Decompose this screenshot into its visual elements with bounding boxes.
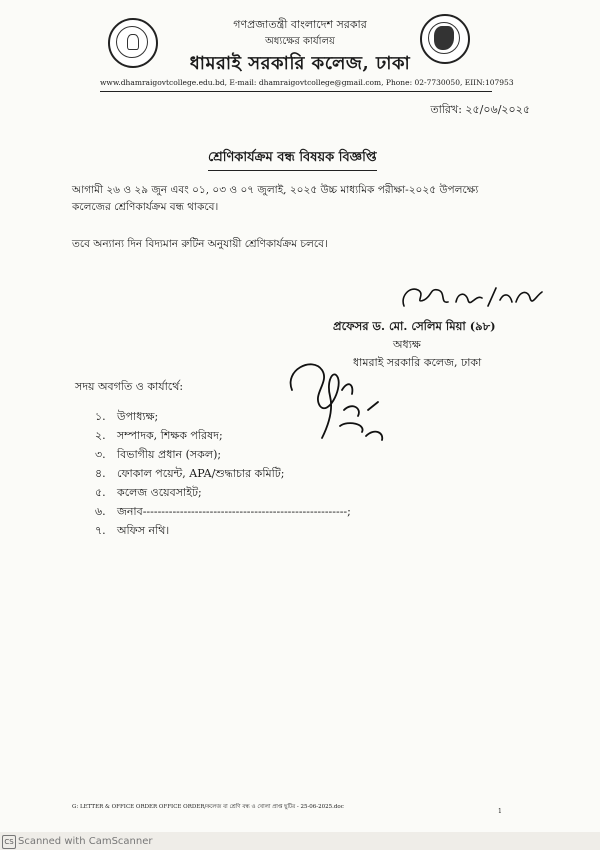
distribution-item: ৫. কলেজ ওয়েবসাইট; xyxy=(95,486,202,499)
header-divider xyxy=(100,91,492,92)
footer-file-path: G: LETTER & OFFICE ORDER OFFICE ORDER/কলেজ বা শ্রেণি বন্ধ ও খোলা প্রাপ্ত ছুটির - 25-06-2025.doc xyxy=(72,804,344,810)
notice-title: শ্রেণিকার্যক্রম বন্ধ বিষয়ক বিজ্ঞপ্তি xyxy=(208,148,377,171)
distribution-item: ৩. বিভাগীয় প্রধান (সকল); xyxy=(95,448,222,461)
distribution-item: ৬. জনাব-------------------------------------------------------; xyxy=(95,505,351,518)
handwritten-signature-top xyxy=(396,278,556,318)
distribution-item: ২. সম্পাদক, শিক্ষক পরিষদ; xyxy=(95,429,223,442)
signatory-institution: ধামরাই সরকারি কলেজ, ঢাকা xyxy=(353,356,482,369)
distribution-item: ৭. অফিস নথি। xyxy=(95,524,170,537)
signatory-name: প্রফেসর ড. মো. সেলিম মিয়া (৯৮) xyxy=(333,319,496,333)
distribution-item: ১. উপাধ্যক্ষ; xyxy=(95,410,159,423)
notice-body-line-2: কলেজের শ্রেণিকার্যক্রম বন্ধ থাকবে। xyxy=(72,201,219,213)
header-office: অধ্যক্ষের কার্যালয় xyxy=(265,36,335,47)
notice-date: তারিখ: ২৫/০৬/২০২৫ xyxy=(430,103,530,116)
notice-body-line-1: আগামী ২৬ ও ২৯ জুন এবং ০১, ০৩ ও ০৭ জুলাই, ২০২৫ উচ্চ মাধ্যমিক পরীক্ষা-২০২৫ উপলক্ষ্যে xyxy=(72,184,479,196)
signatory-designation: অধ্যক্ষ xyxy=(393,338,421,351)
distribution-heading: সদয় অবগতি ও কার্যার্থে: xyxy=(75,380,184,393)
handwritten-initial-signature xyxy=(282,350,402,450)
page-number: 1 xyxy=(498,808,502,815)
header-contact-line: www.dhamraigovtcollege.edu.bd, E-mail: dhamraigovtcollege@gmail.com, Phone: 02-7730050, EIIN:107953 xyxy=(100,78,514,87)
camscanner-watermark-text: Scanned with CamScanner xyxy=(18,836,153,847)
notice-body-line-3: তবে অন্যান্য দিন বিদ্যমান রুটিন অনুযায়ী শ্রেণিকার্যক্রম চলবে। xyxy=(72,238,328,250)
header-govt: গণপ্রজাতন্ত্রী বাংলাদেশ সরকার xyxy=(233,18,367,31)
distribution-item: ৪. ফোকাল পয়েন্ট, APA/শুদ্ধাচার কমিটি; xyxy=(95,467,285,480)
header-college-name: ধামরাই সরকারি কলেজ, ঢাকা xyxy=(189,53,411,74)
camscanner-logo-icon: CS xyxy=(2,835,16,849)
